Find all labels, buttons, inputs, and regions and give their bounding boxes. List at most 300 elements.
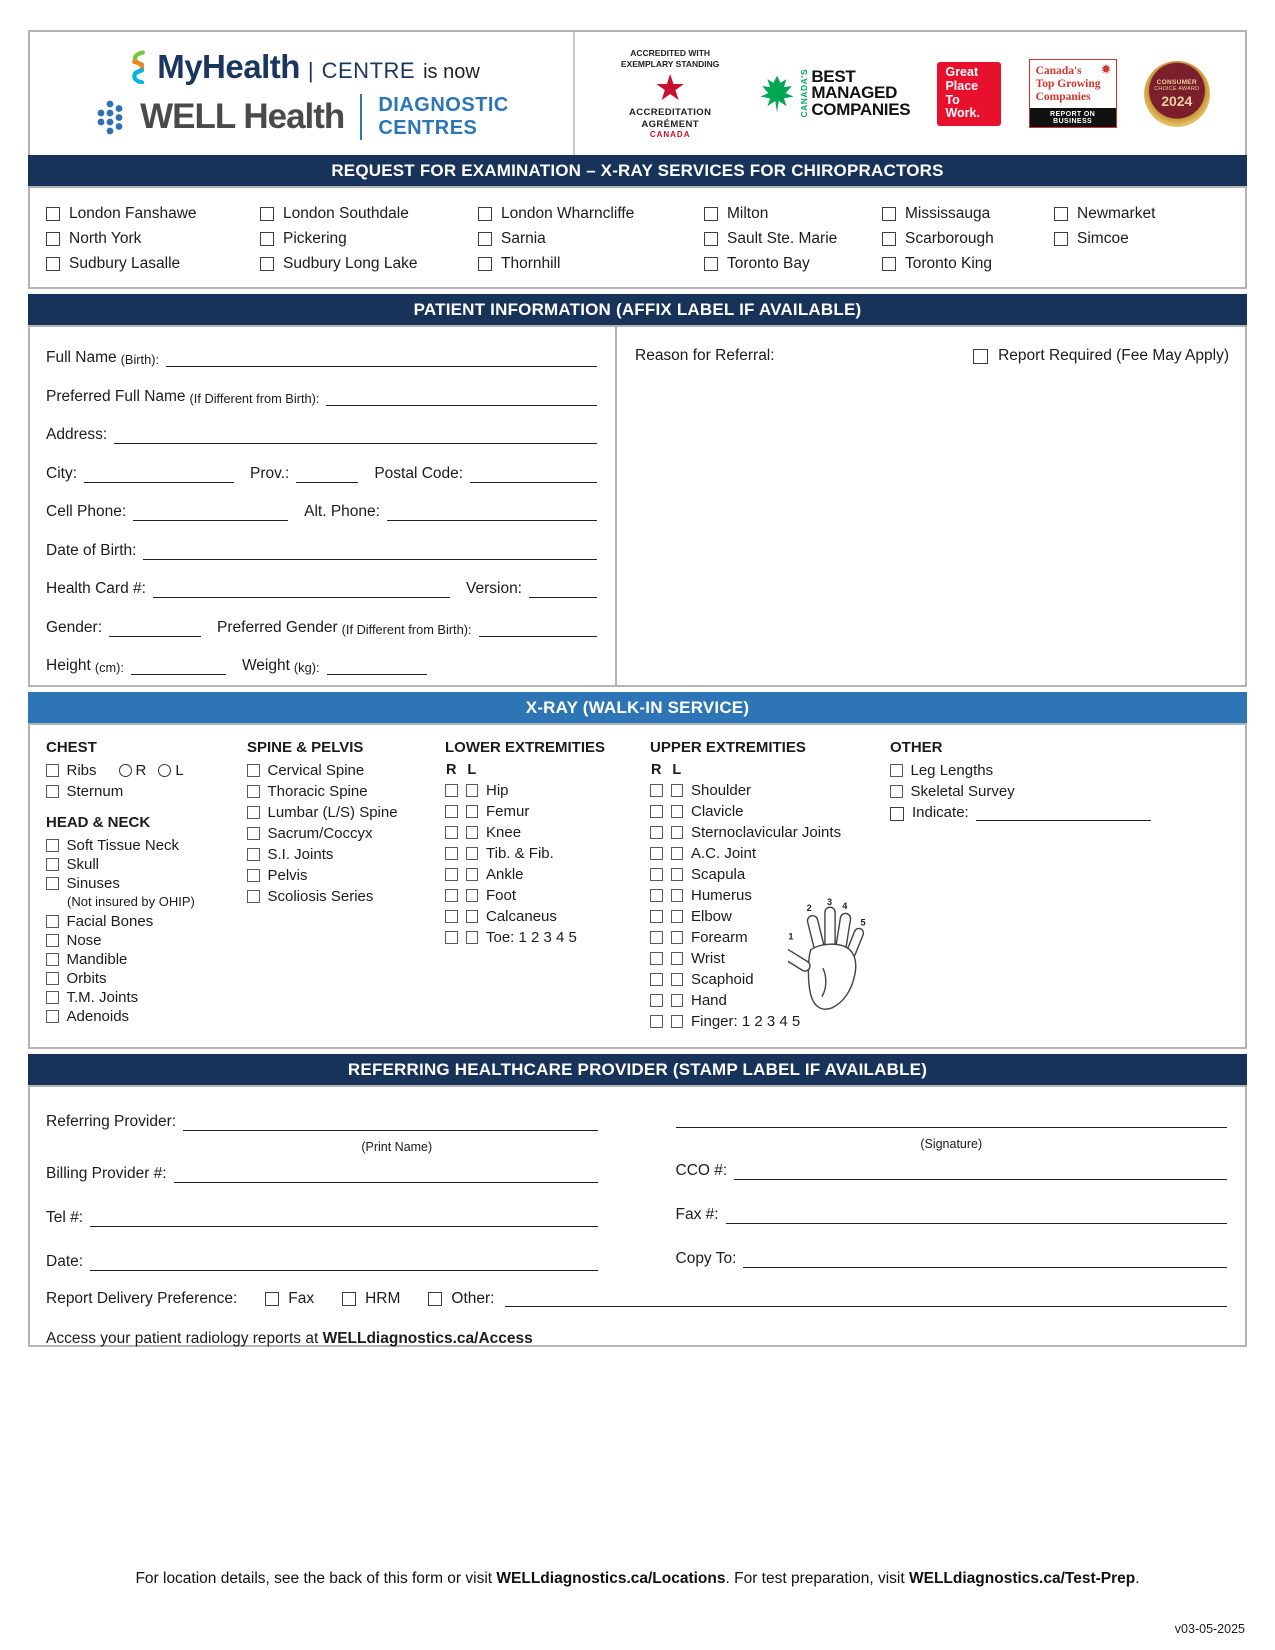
right-checkbox[interactable] bbox=[445, 847, 458, 860]
xray-checkbox[interactable] bbox=[46, 953, 59, 966]
xray-option-label: Adenoids bbox=[66, 1008, 130, 1025]
sternum-checkbox[interactable] bbox=[46, 785, 59, 798]
left-checkbox[interactable] bbox=[466, 889, 479, 902]
xray-checkbox[interactable] bbox=[890, 785, 903, 798]
top-growing-line-1: Canada's bbox=[1035, 64, 1082, 77]
location-label: Simcoe bbox=[1077, 230, 1129, 247]
left-checkbox[interactable] bbox=[466, 784, 479, 797]
reason-for-referral-label: Reason for Referral: bbox=[635, 347, 775, 364]
right-checkbox[interactable] bbox=[650, 910, 663, 923]
left-checkbox[interactable] bbox=[671, 805, 684, 818]
location-option[interactable] bbox=[704, 230, 882, 248]
right-checkbox[interactable] bbox=[650, 826, 663, 839]
right-checkbox[interactable] bbox=[445, 805, 458, 818]
xray-option-label: Sinuses bbox=[66, 875, 120, 892]
badge-best-managed bbox=[757, 69, 910, 118]
xray-checkbox[interactable] bbox=[46, 972, 59, 985]
preferred-gender-blank[interactable] bbox=[479, 622, 597, 637]
date-label: Date: bbox=[46, 1253, 84, 1270]
xray-option-label: Hand bbox=[691, 992, 727, 1009]
dob-label: Date of Birth: bbox=[46, 541, 137, 559]
xray-option[interactable] bbox=[247, 867, 445, 884]
xray-option[interactable] bbox=[247, 762, 445, 779]
wellhealth-logo bbox=[94, 94, 509, 140]
left-checkbox[interactable] bbox=[671, 1015, 684, 1028]
badge-consumer-choice-award bbox=[1144, 61, 1210, 127]
left-checkbox[interactable] bbox=[671, 826, 684, 839]
full-name-label: Full Name bbox=[46, 349, 117, 366]
xray-checkbox[interactable] bbox=[890, 764, 903, 777]
delivery-hrm-option[interactable] bbox=[342, 1290, 400, 1308]
provider-section bbox=[28, 1085, 1247, 1347]
head-neck-item bbox=[46, 856, 247, 873]
left-checkbox[interactable] bbox=[671, 889, 684, 902]
xray-rl-option[interactable] bbox=[445, 887, 650, 904]
right-column-label: R bbox=[651, 762, 662, 778]
location-checkbox[interactable] bbox=[46, 232, 60, 246]
head-neck-item bbox=[46, 989, 247, 1006]
maple-leaf-icon bbox=[757, 73, 797, 115]
xray-option[interactable] bbox=[46, 932, 247, 949]
myhealth-centre-label: CENTRE bbox=[321, 57, 416, 83]
left-checkbox[interactable] bbox=[671, 847, 684, 860]
gender-blank[interactable] bbox=[109, 622, 201, 637]
xray-option[interactable] bbox=[46, 913, 247, 930]
accreditation-label-1: ACCREDITATION bbox=[628, 107, 712, 119]
indicate-row bbox=[890, 804, 1229, 821]
left-checkbox[interactable] bbox=[671, 784, 684, 797]
xray-option-label: S.I. Joints bbox=[267, 846, 334, 863]
xray-checkbox[interactable] bbox=[46, 877, 59, 890]
location-option[interactable] bbox=[478, 255, 704, 273]
right-checkbox[interactable] bbox=[445, 931, 458, 944]
right-checkbox[interactable] bbox=[650, 889, 663, 902]
left-checkbox[interactable] bbox=[466, 826, 479, 839]
location-option[interactable] bbox=[1054, 230, 1231, 248]
xray-option-label: Soft Tissue Neck bbox=[66, 837, 180, 854]
xray-rl-option[interactable] bbox=[650, 803, 890, 820]
right-checkbox[interactable] bbox=[650, 931, 663, 944]
finger-number-4: 4 bbox=[842, 901, 848, 912]
left-checkbox[interactable] bbox=[466, 868, 479, 881]
location-label: Sudbury Long Lake bbox=[283, 255, 418, 272]
indicate-blank[interactable] bbox=[976, 806, 1151, 821]
left-checkbox[interactable] bbox=[671, 931, 684, 944]
xray-option[interactable] bbox=[46, 951, 247, 968]
xray-option-label: Scaphoid bbox=[691, 971, 754, 988]
access-reports-note bbox=[46, 1330, 1227, 1348]
address-label: Address: bbox=[46, 426, 108, 443]
indicate-label: Indicate: bbox=[912, 804, 969, 821]
xray-option[interactable] bbox=[890, 783, 1229, 800]
height-label: Height bbox=[46, 657, 91, 674]
head-neck-item bbox=[46, 913, 247, 930]
xray-rl-option[interactable] bbox=[445, 908, 650, 925]
xray-rl-option[interactable] bbox=[445, 803, 650, 820]
gptw-line-2: Place bbox=[945, 78, 979, 93]
location-checkbox[interactable] bbox=[1054, 207, 1068, 221]
xray-option-label: Forearm bbox=[691, 929, 748, 946]
location-label: Milton bbox=[727, 205, 769, 222]
provider-left-col bbox=[46, 1113, 598, 1280]
print-name-caption: (Print Name) bbox=[361, 1140, 433, 1154]
right-checkbox[interactable] bbox=[650, 784, 663, 797]
myhealth-logo bbox=[123, 48, 480, 86]
alt-phone-label: Alt. Phone: bbox=[304, 503, 380, 520]
location-option[interactable] bbox=[46, 230, 260, 248]
gptw-line-1: Great bbox=[945, 65, 979, 79]
xray-option-label: Pelvis bbox=[267, 867, 308, 884]
location-option[interactable] bbox=[478, 230, 704, 248]
right-checkbox[interactable] bbox=[650, 847, 663, 860]
location-option[interactable] bbox=[260, 205, 478, 223]
xray-checkbox[interactable] bbox=[46, 858, 59, 871]
best-managed-text bbox=[811, 69, 910, 117]
right-checkbox[interactable] bbox=[445, 868, 458, 881]
xray-option-label: Skull bbox=[66, 856, 100, 873]
upper-extremities-heading: UPPER EXTREMITIES bbox=[650, 739, 806, 756]
is-now-label: is now bbox=[423, 60, 480, 83]
xray-option[interactable] bbox=[247, 783, 445, 800]
best-managed-line-3: COMPANIES bbox=[811, 99, 911, 119]
location-checkbox[interactable] bbox=[478, 232, 492, 246]
sternum-label: Sternum bbox=[66, 783, 124, 800]
left-checkbox[interactable] bbox=[466, 805, 479, 818]
right-checkbox[interactable] bbox=[445, 889, 458, 902]
location-checkbox[interactable] bbox=[882, 207, 896, 221]
height-blank[interactable] bbox=[131, 660, 226, 675]
xray-rl-option[interactable] bbox=[650, 782, 890, 799]
location-checkbox[interactable] bbox=[46, 257, 60, 271]
location-option[interactable] bbox=[478, 205, 704, 223]
xray-option-label: Wrist bbox=[691, 950, 725, 967]
left-checkbox[interactable] bbox=[466, 931, 479, 944]
xray-checkbox[interactable] bbox=[46, 915, 59, 928]
cell-phone-blank[interactable] bbox=[133, 506, 288, 521]
xray-rl-option[interactable] bbox=[650, 824, 890, 841]
xray-checkbox[interactable] bbox=[46, 934, 59, 947]
xray-option-label: Humerus bbox=[691, 887, 752, 904]
alt-phone-blank[interactable] bbox=[387, 506, 597, 521]
xray-option-label: Ankle bbox=[486, 866, 524, 883]
ribs-right-radio[interactable] bbox=[119, 764, 132, 777]
logo-block bbox=[30, 32, 575, 155]
accreditation-top-line-1: ACCREDITED WITH bbox=[630, 47, 711, 58]
xray-checkbox[interactable] bbox=[46, 839, 59, 852]
copy-to-label: Copy To: bbox=[675, 1250, 737, 1267]
wellhealth-wordmark: WELL Health bbox=[140, 96, 345, 136]
location-option[interactable] bbox=[882, 205, 1054, 223]
right-checkbox[interactable] bbox=[650, 868, 663, 881]
fax-checkbox[interactable] bbox=[265, 1292, 279, 1306]
gender-label: Gender: bbox=[46, 618, 103, 636]
prov-label: Prov.: bbox=[250, 464, 290, 482]
report-required-checkbox[interactable] bbox=[973, 349, 988, 364]
xray-checkbox[interactable] bbox=[247, 869, 260, 882]
best-managed-line-1: BEST bbox=[811, 67, 856, 87]
left-checkbox[interactable] bbox=[671, 994, 684, 1007]
head-neck-heading: HEAD & NECK bbox=[46, 814, 151, 831]
wellhealth-dots-icon bbox=[94, 97, 128, 137]
xray-checkbox[interactable] bbox=[247, 890, 260, 903]
location-label: Thornhill bbox=[501, 255, 561, 272]
location-checkbox[interactable] bbox=[704, 257, 718, 271]
location-checkbox[interactable] bbox=[1054, 232, 1068, 246]
left-checkbox[interactable] bbox=[671, 973, 684, 986]
full-name-sub-label: (Birth): bbox=[120, 352, 160, 367]
health-card-blank[interactable] bbox=[153, 583, 450, 598]
location-checkbox[interactable] bbox=[46, 207, 60, 221]
tel-label: Tel #: bbox=[46, 1209, 84, 1226]
report-delivery-label: Report Delivery Preference: bbox=[46, 1290, 238, 1307]
gptw-line-3: To bbox=[945, 92, 960, 107]
other-heading: OTHER bbox=[890, 739, 943, 756]
dob-blank[interactable] bbox=[143, 545, 597, 560]
city-blank[interactable] bbox=[84, 468, 234, 483]
xray-option[interactable] bbox=[247, 846, 445, 863]
report-required-option[interactable] bbox=[973, 347, 1229, 365]
xray-option[interactable] bbox=[46, 989, 247, 1006]
xray-option-label: Cervical Spine bbox=[267, 762, 365, 779]
xray-option[interactable] bbox=[46, 837, 247, 854]
weight-unit-label: (kg): bbox=[293, 660, 320, 675]
left-checkbox[interactable] bbox=[466, 910, 479, 923]
xray-option-label: Orbits bbox=[66, 970, 107, 987]
xray-option[interactable] bbox=[46, 856, 247, 873]
location-label: Mississauga bbox=[905, 205, 991, 222]
referral-reason-cell bbox=[615, 327, 1245, 685]
xray-option-label: Foot bbox=[486, 887, 517, 904]
other-blank[interactable] bbox=[505, 1292, 1227, 1307]
accreditation-label-2: AGRÉMENT bbox=[641, 118, 699, 130]
xray-checkbox[interactable] bbox=[247, 764, 260, 777]
right-checkbox[interactable] bbox=[650, 973, 663, 986]
address-blank[interactable] bbox=[114, 429, 597, 444]
division-line-1: DIAGNOSTIC bbox=[378, 93, 509, 116]
location-label: London Southdale bbox=[283, 205, 409, 222]
location-checkbox[interactable] bbox=[704, 207, 718, 221]
location-label: Toronto King bbox=[905, 255, 993, 272]
xray-option-label: Leg Lengths bbox=[910, 762, 994, 779]
full-name-blank[interactable] bbox=[166, 352, 597, 367]
xray-rl-option[interactable] bbox=[445, 929, 650, 946]
hrm-checkbox[interactable] bbox=[342, 1292, 356, 1306]
location-option[interactable] bbox=[882, 255, 1054, 273]
division-line-2: CENTRES bbox=[378, 116, 478, 139]
access-note-text: Access your patient radiology reports at bbox=[46, 1330, 323, 1347]
location-label: Toronto Bay bbox=[727, 255, 810, 272]
badge-top-growing-companies bbox=[1029, 59, 1117, 129]
head-neck-item bbox=[46, 1008, 247, 1025]
report-required-label: Report Required (Fee May Apply) bbox=[998, 347, 1229, 364]
location-option[interactable] bbox=[704, 255, 882, 273]
xray-option-label: Nose bbox=[66, 932, 102, 949]
right-column-label: R bbox=[446, 762, 457, 778]
location-label: Newmarket bbox=[1077, 205, 1156, 222]
xray-rl-option[interactable] bbox=[445, 866, 650, 883]
location-option[interactable] bbox=[46, 205, 260, 223]
location-checkbox[interactable] bbox=[260, 257, 274, 271]
head-neck-item bbox=[46, 970, 247, 987]
xray-option-label: Knee bbox=[486, 824, 522, 841]
location-label: North York bbox=[69, 230, 142, 247]
delivery-fax-option[interactable] bbox=[265, 1290, 314, 1308]
location-option[interactable] bbox=[260, 230, 478, 248]
myhealth-leaf-icon bbox=[123, 50, 149, 84]
finger-number-3: 3 bbox=[826, 897, 833, 908]
height-unit-label: (cm): bbox=[94, 660, 124, 675]
location-checkbox[interactable] bbox=[882, 232, 896, 246]
version-label: Version: bbox=[465, 580, 522, 597]
xray-option[interactable] bbox=[890, 762, 1229, 779]
xray-option-label: Femur bbox=[486, 803, 530, 820]
head-neck-item bbox=[46, 951, 247, 968]
weight-blank[interactable] bbox=[327, 660, 427, 675]
footer-text-1: For location details, see the back of this form or visit bbox=[135, 1570, 497, 1587]
right-checkbox[interactable] bbox=[650, 952, 663, 965]
ribs-checkbox[interactable] bbox=[46, 764, 59, 777]
ribs-option[interactable] bbox=[46, 762, 247, 779]
location-checkbox[interactable] bbox=[478, 207, 492, 221]
xray-col-chest-headneck bbox=[46, 739, 247, 1035]
xray-option-label: Tib. & Fib. bbox=[486, 845, 554, 862]
xray-option-label: Thoracic Spine bbox=[267, 783, 368, 800]
location-label: Sarnia bbox=[501, 230, 546, 247]
xray-option-label: Finger: 1 2 3 4 5 bbox=[691, 1013, 801, 1030]
indicate-checkbox[interactable] bbox=[890, 807, 904, 821]
gptw-line-4: Work. bbox=[945, 106, 980, 121]
fax-label: Fax #: bbox=[675, 1206, 719, 1223]
location-label: Pickering bbox=[283, 230, 347, 247]
left-column-label: L bbox=[672, 762, 682, 778]
xray-option[interactable] bbox=[247, 825, 445, 842]
right-checkbox[interactable] bbox=[445, 910, 458, 923]
accreditation-star-icon: ★ bbox=[654, 67, 687, 109]
right-checkbox[interactable] bbox=[650, 1015, 663, 1028]
left-checkbox[interactable] bbox=[671, 952, 684, 965]
sternum-option[interactable] bbox=[46, 783, 247, 800]
preferred-name-blank[interactable] bbox=[326, 391, 597, 406]
patient-section bbox=[28, 325, 1247, 687]
cco-label: CCO #: bbox=[675, 1162, 728, 1179]
city-label: City: bbox=[46, 464, 77, 482]
location-option[interactable] bbox=[704, 205, 882, 223]
prov-blank[interactable] bbox=[296, 468, 358, 483]
date-blank[interactable] bbox=[90, 1256, 597, 1271]
version-blank[interactable] bbox=[529, 583, 597, 598]
xray-option[interactable] bbox=[46, 875, 247, 892]
right-checkbox[interactable] bbox=[445, 784, 458, 797]
right-checkbox[interactable] bbox=[650, 805, 663, 818]
location-label: Scarborough bbox=[905, 230, 994, 247]
accreditation-top-line-2: EXEMPLARY STANDING bbox=[620, 58, 720, 69]
location-checkbox[interactable] bbox=[260, 232, 274, 246]
xray-checkbox[interactable] bbox=[247, 848, 260, 861]
xray-rl-option[interactable] bbox=[445, 782, 650, 799]
xray-option-label: Hip bbox=[486, 782, 509, 799]
ribs-label: Ribs bbox=[66, 762, 97, 779]
xray-option-label: Scapula bbox=[691, 866, 746, 883]
postal-code-blank[interactable] bbox=[470, 468, 597, 483]
billing-provider-blank[interactable] bbox=[174, 1168, 598, 1183]
award-badges bbox=[575, 32, 1245, 155]
xray-checkbox[interactable] bbox=[46, 991, 59, 1004]
logo-separator-line bbox=[360, 94, 362, 140]
signature-blank[interactable] bbox=[676, 1113, 1228, 1128]
location-option[interactable] bbox=[882, 230, 1054, 248]
left-checkbox[interactable] bbox=[671, 868, 684, 881]
provider-right-col bbox=[676, 1113, 1228, 1280]
billing-provider-label: Billing Provider #: bbox=[46, 1165, 167, 1182]
xray-checkbox[interactable] bbox=[46, 1010, 59, 1023]
provider-section-bar: REFERRING HEALTHCARE PROVIDER (STAMP LABEL IF AVAILABLE) bbox=[28, 1054, 1247, 1085]
patient-fields bbox=[30, 327, 615, 685]
right-checkbox[interactable] bbox=[445, 826, 458, 839]
referring-provider-blank[interactable] bbox=[183, 1116, 597, 1131]
xray-rl-option[interactable] bbox=[445, 824, 650, 841]
preferred-gender-sub-label: (If Different from Birth): bbox=[341, 621, 472, 637]
right-checkbox[interactable] bbox=[650, 994, 663, 1007]
location-checkbox[interactable] bbox=[260, 207, 274, 221]
preferred-name-sub-label: (If Different from Birth): bbox=[189, 390, 320, 406]
xray-rl-option[interactable] bbox=[445, 845, 650, 862]
location-checkbox[interactable] bbox=[478, 257, 492, 271]
xray-option-label: A.C. Joint bbox=[691, 845, 757, 862]
health-card-label: Health Card #: bbox=[46, 580, 146, 597]
other-checkbox[interactable] bbox=[428, 1292, 442, 1306]
location-option[interactable] bbox=[1054, 205, 1231, 223]
logo-divider: | bbox=[307, 57, 314, 83]
xray-option[interactable] bbox=[247, 804, 445, 821]
copy-to-blank[interactable] bbox=[743, 1253, 1227, 1268]
consumer-choice-year: 2024 bbox=[1161, 92, 1193, 109]
fax-blank[interactable] bbox=[726, 1209, 1227, 1224]
xray-rl-option[interactable] bbox=[650, 845, 890, 862]
cco-blank[interactable] bbox=[734, 1165, 1227, 1180]
left-checkbox[interactable] bbox=[466, 847, 479, 860]
preferred-name-label: Preferred Full Name bbox=[46, 387, 186, 405]
tel-blank[interactable] bbox=[90, 1212, 597, 1227]
ribs-left-radio[interactable] bbox=[158, 764, 171, 777]
xray-checkbox[interactable] bbox=[247, 827, 260, 840]
other-option-label: Other: bbox=[451, 1290, 495, 1307]
xray-option-label: Mandible bbox=[66, 951, 128, 968]
footer-locations-link: WELLdiagnostics.ca/Locations bbox=[496, 1570, 726, 1587]
xray-rl-option[interactable] bbox=[650, 866, 890, 883]
xray-option[interactable] bbox=[247, 888, 445, 905]
badge-great-place-to-work bbox=[937, 62, 1001, 126]
xray-checkbox[interactable] bbox=[247, 806, 260, 819]
xray-option-label: Facial Bones bbox=[66, 913, 154, 930]
consumer-choice-line-2: CHOICE AWARD bbox=[1154, 85, 1200, 92]
location-checkbox[interactable] bbox=[882, 257, 896, 271]
xray-option[interactable] bbox=[46, 970, 247, 987]
xray-option-label: T.M. Joints bbox=[66, 989, 139, 1006]
xray-option-label: Toe: 1 2 3 4 5 bbox=[486, 929, 577, 946]
top-growing-text bbox=[1036, 65, 1101, 105]
left-checkbox[interactable] bbox=[671, 910, 684, 923]
location-option[interactable] bbox=[46, 255, 260, 273]
fax-option-label: Fax bbox=[288, 1290, 315, 1307]
location-label: Sudbury Lasalle bbox=[69, 255, 181, 272]
delivery-other-option[interactable] bbox=[428, 1290, 1227, 1308]
location-checkbox[interactable] bbox=[704, 232, 718, 246]
xray-checkbox[interactable] bbox=[247, 785, 260, 798]
location-option[interactable] bbox=[260, 255, 478, 273]
xray-option-label: Shoulder bbox=[691, 782, 752, 799]
signature-caption: (Signature) bbox=[920, 1137, 983, 1151]
xray-option[interactable] bbox=[46, 1008, 247, 1025]
